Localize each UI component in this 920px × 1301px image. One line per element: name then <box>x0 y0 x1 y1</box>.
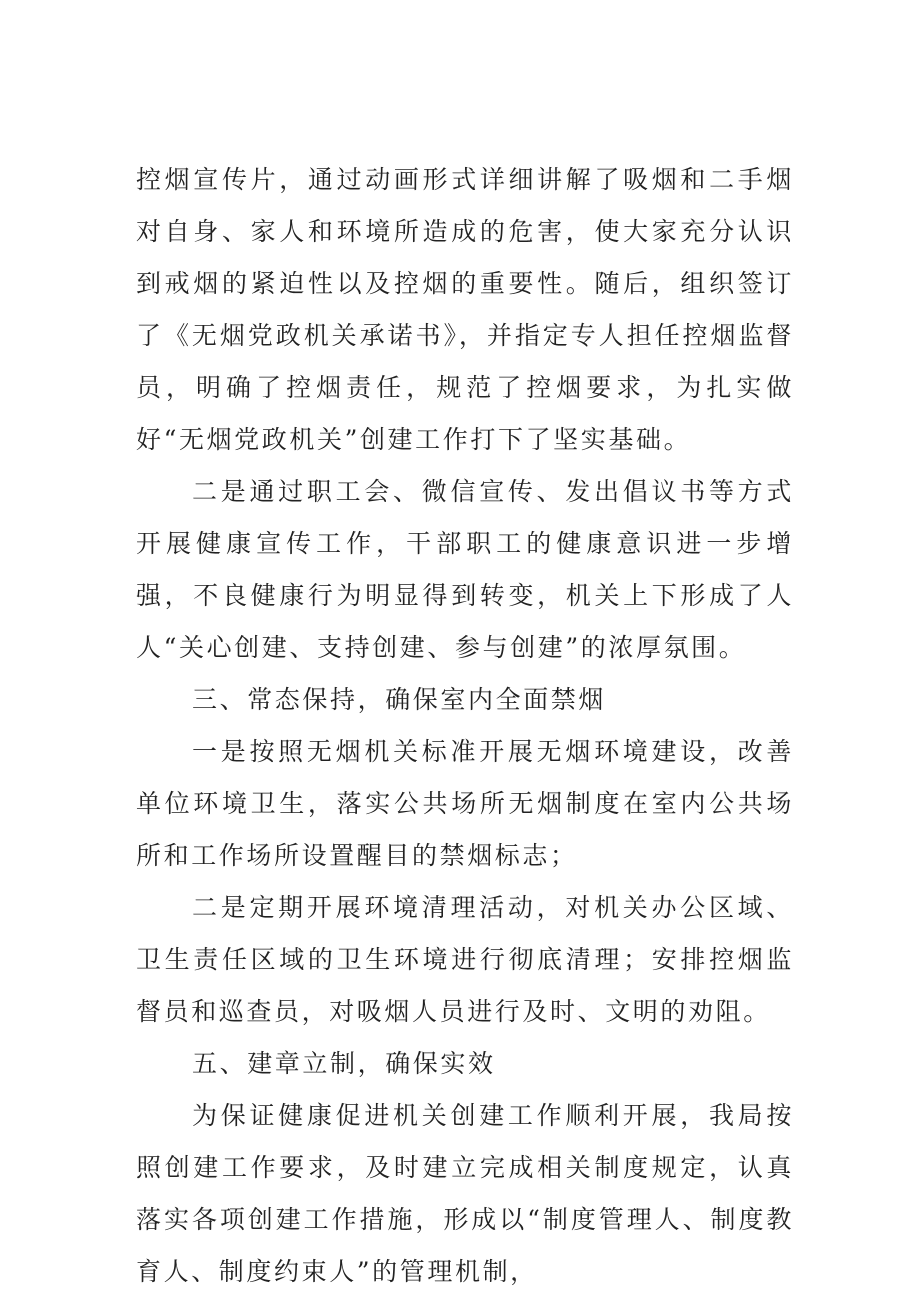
paragraph-health-promotion: 二是通过职工会、微信宣传、发出倡议书等方式开展健康宣传工作，干部职工的健康意识进一步增强，不良健康行为明显得到转变，机关上下形成了人人“关心创建、支持创建、参与创建”的浓厚氛围。 <box>136 477 794 662</box>
document-body <box>136 154 794 1298</box>
paragraph-rules-and-regulations: 为保证健康促进机关创建工作顺利开展，我局按照创建工作要求，及时建立完成相关制度规定，认真落实各项创建工作措施，形成以“制度管理人、制度教育人、制度约束人”的管理机制， <box>136 1101 794 1286</box>
paragraph-smoke-free-environment: 一是按照无烟机关标准开展无烟环境建设，改善单位环境卫生，落实公共场所无烟制度在室内公共场所和工作场所设置醒目的禁烟标志； <box>136 737 794 870</box>
paragraph-environment-cleanup: 二是定期开展环境清理活动，对机关办公区域、卫生责任区域的卫生环境进行彻底清理；安排控烟监督员和巡查员，对吸烟人员进行及时、文明的劝阻。 <box>136 893 794 1026</box>
section-heading-5: 五、建章立制，确保实效 <box>192 1049 496 1078</box>
section-heading-3: 三、常态保持，确保室内全面禁烟 <box>192 685 607 714</box>
paragraph-continuation: 控烟宣传片，通过动画形式详细讲解了吸烟和二手烟对自身、家人和环境所造成的危害，使大家充分认识到戒烟的紧迫性以及控烟的重要性。随后，组织签订了《无烟党政机关承诺书》，并指定专人担任控烟监督员，明确了控烟责任，规范了控烟要求，为扎实做好“无烟党政机关”创建工作打下了坚实基础。 <box>136 165 794 454</box>
